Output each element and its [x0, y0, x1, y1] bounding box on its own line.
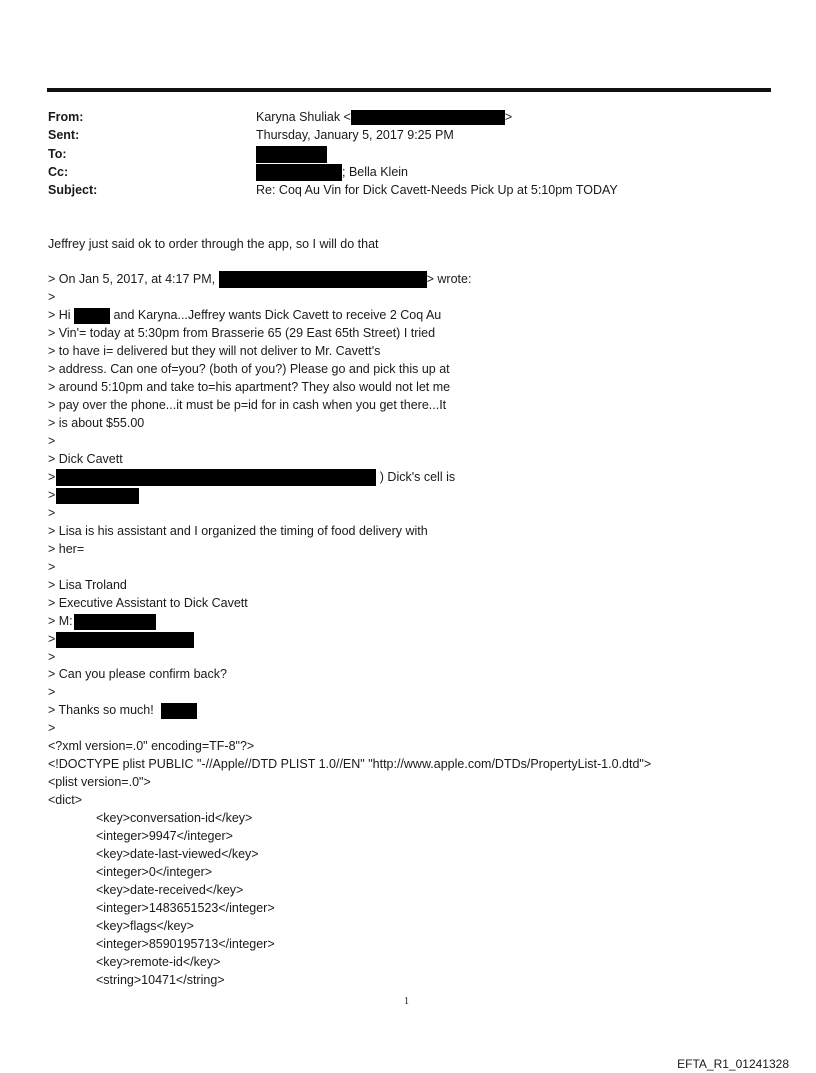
quote-line: > [48, 650, 56, 664]
xml-line: <integer>8590195713</integer> [96, 937, 275, 951]
page-number: 1 [404, 996, 409, 1007]
xml-line: <key>flags</key> [96, 919, 194, 933]
quote-line: > [48, 685, 56, 699]
redaction-block [56, 469, 376, 486]
quote-redacted-line: > [48, 486, 139, 504]
quote-line: > Executive Assistant to Dick Cavett [48, 596, 248, 610]
xml-line: <dict> [48, 793, 83, 807]
document-id: EFTA_R1_01241328 [677, 1057, 789, 1071]
quote-line: > [48, 290, 56, 304]
xml-line: <integer>9947</integer> [96, 829, 233, 843]
xml-line: <string>10471</string> [96, 973, 225, 987]
redaction-block [161, 703, 197, 719]
to-row [48, 145, 67, 163]
redaction-block [74, 308, 110, 324]
cc-row [48, 163, 409, 181]
quote-line: > [48, 506, 56, 520]
redaction-block [56, 632, 194, 648]
quote-line: > Can you please confirm back? [48, 667, 227, 681]
xml-line: <key>date-received</key> [96, 883, 244, 897]
from-row [48, 108, 513, 126]
quote-m-line: > M: [48, 612, 156, 630]
redaction-block [351, 110, 505, 125]
quote-line: > [48, 721, 56, 735]
quote-line: > address. Can one of=you? (both of you?) Please go and pick this up at [48, 362, 450, 376]
redaction-block [256, 164, 342, 181]
subject-value: Re: Coq Au Vin for Dick Cavett-Needs Pick Up at 5:10pm TODAY [256, 183, 618, 197]
redaction-block [74, 614, 156, 630]
from-label: From: [48, 110, 84, 124]
quote-line: > [48, 560, 56, 574]
redaction-block [256, 146, 327, 163]
quote-line: > Vin'= today at 5:30pm from Brasserie 65 (29 East 65th Street) I tried [48, 326, 436, 340]
quote-line: > her= [48, 542, 85, 556]
quote-line: > Lisa Troland [48, 578, 127, 592]
to-value [256, 145, 327, 163]
xml-line: <!DOCTYPE plist PUBLIC "-//Apple//DTD PLIST 1.0//EN" "http://www.apple.com/DTDs/PropertyList-1.0.dtd"> [48, 757, 652, 771]
quote-line: > is about $55.00 [48, 416, 145, 430]
cc-value: ; Bella Klein [256, 163, 408, 181]
redaction-block [56, 488, 139, 504]
quote-line: > Lisa is his assistant and I organized the timing of food delivery with [48, 524, 428, 538]
header-rule [47, 88, 771, 92]
quote-on-line: > On Jan 5, 2017, at 4:17 PM, > wrote: [48, 270, 471, 288]
sent-value: Thursday, January 5, 2017 9:25 PM [256, 128, 454, 142]
xml-line: <key>remote-id</key> [96, 955, 221, 969]
xml-line: <plist version=.0"> [48, 775, 151, 789]
quote-line: > [48, 434, 56, 448]
xml-line: <?xml version=.0" encoding=TF-8"?> [48, 739, 255, 753]
subject-row [48, 181, 618, 199]
quote-line: > Dick Cavett [48, 452, 123, 466]
quote-cell-line: > ) Dick's cell is [48, 468, 455, 486]
from-value: Karyna Shuliak < > [256, 110, 513, 124]
quote-line: > around 5:10pm and take to=his apartment? They also would not let me [48, 380, 451, 394]
quote-line: > to have i= delivered but they will not deliver to Mr. Cavett's [48, 344, 381, 358]
cc-label: Cc: [48, 165, 69, 179]
redaction-block [219, 271, 427, 288]
xml-line: <key>conversation-id</key> [96, 811, 253, 825]
to-label: To: [48, 147, 67, 161]
quote-redacted-line: > [48, 630, 194, 648]
xml-line: <integer>1483651523</integer> [96, 901, 275, 915]
xml-line: <integer>0</integer> [96, 865, 213, 879]
quote-line: > pay over the phone...it must be p=id for in cash when you get there...It [48, 398, 447, 412]
subject-label: Subject: [48, 183, 98, 197]
sent-row [48, 126, 454, 144]
body-intro: Jeffrey just said ok to order through the app, so I will do that [48, 237, 379, 251]
xml-line: <key>date-last-viewed</key> [96, 847, 259, 861]
quote-thanks-line: > Thanks so much! [48, 701, 197, 719]
sent-label: Sent: [48, 128, 80, 142]
quote-hi-line: > Hi and Karyna...Jeffrey wants Dick Cavett to receive 2 Coq Au [48, 308, 442, 322]
